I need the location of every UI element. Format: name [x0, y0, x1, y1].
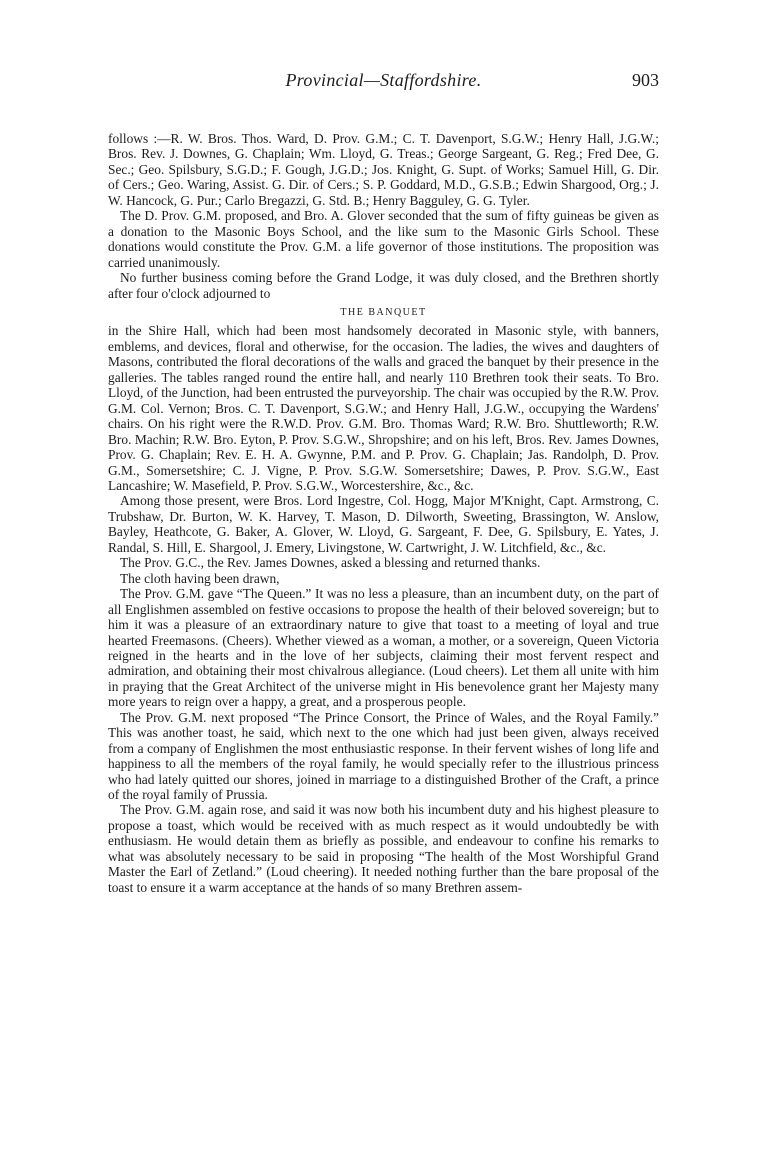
paragraph-adjournment: No further business coming before the Grand Lodge, it was duly closed, and the Brethren shortly after four o'clock adjourned to	[108, 270, 659, 301]
running-title: Provincial—Staffordshire.	[285, 70, 482, 90]
body-text	[108, 131, 659, 895]
paragraph-royal-family-toast: The Prov. G.M. next proposed “The Prince Consort, the Prince of Wales, and the Royal Family.” This was another toast, he said, which next to the one which had just been given, always received from a company of Englishmen the most enthusiastic response. In their fervent wishes of long life and happiness to all the members of the royal family, he would specially refer to the illustrious princess who had lately quitted our shores, joined in marriage to a distinguished Brother of the Craft, a prince of the royal family of Prussia.	[108, 709, 659, 803]
page-number: 903	[632, 70, 659, 90]
paragraph-officers-list: follows :—R. W. Bros. Thos. Ward, D. Prov. G.M.; C. T. Davenport, S.G.W.; Henry Hall, J.G.W.; Bros. Rev. J. Downes, G. Chaplain; Wm. Lloyd, G. Treas.; George Sargeant, G. Reg.; Fred Dee, G. Sec.; Geo. Spilsbury, S.G.D.; F. Gough, J.G.D.; Jos. Knight, G. Supt. of Works; Samuel Hill, G. Dir. of Cers.; Geo. Waring, Assist. G. Dir. of Cers.; S. P. Goddard, M.D., G.S.B.; Edwin Shargood, Org.; J. W. Hancock, G. Pur.; Carlo Bregazzi, G. Std. B.; Henry Bagguley, G. G. Tyler.	[108, 131, 659, 208]
section-heading-banquet: THE BANQUET	[340, 306, 427, 318]
page-header	[108, 70, 659, 96]
paragraph-attendees: Among those present, were Bros. Lord Ingestre, Col. Hogg, Major M'Knight, Capt. Armstrong, C. Trubshaw, Dr. Burton, W. K. Harvey, T. Mason, D. Dilworth, Sweeting, Brassington, W. Anslow, Bayley, Heathcote, G. Baker, A. Glover, W. Lloyd, G. Sargeant, F. Dee, G. Spilsbury, E. Yates, J. Randal, S. Hill, E. Shargool, J. Emery, Livingstone, W. Cartwright, J. W. Litchfield, &c., &c.	[108, 493, 659, 555]
paragraph-grand-master-toast: The Prov. G.M. again rose, and said it was now both his incumbent duty and his highest pleasure to propose a toast, which would be received with as much respect as it would undoubtedly be with enthusiasm. He would detain them as briefly as possible, and endeavour to confine his remarks to what was absolutely necessary to be said in proposing “The health of the Most Worshipful Grand Master the Earl of Zetland.” (Loud cheering). It needed nothing further than the bare proposal of the toast to ensure it a warm acceptance at the hands of so many Brethren assem-	[108, 802, 659, 895]
paragraph-blessing: The Prov. G.C., the Rev. James Downes, asked a blessing and returned thanks.	[120, 555, 541, 571]
paragraph-banquet: in the Shire Hall, which had been most handsomely decorated in Masonic style, with banners, emblems, and devices, floral and otherwise, for the occasion. The ladies, the wives and daughters of Masons, contributed the floral decorations of the walls and graced the banquet by their presence in the galleries. The tables ranged round the entire hall, and nearly 110 Brethren took their seats. To Bro. Lloyd, of the Junction, had been entrusted the purveyorship. The chair was occupied by the R.W. Prov. G.M. Col. Vernon; Bros. C. T. Davenport, S.G.W.; and Henry Hall, J.G.W., occupying the Wardens' chairs. On his right were the R.W.D. Prov. G.M. Bro. Thomas Ward; R.W. Bro. Shuttleworth; R.W. Bro. Machin; R.W. Bro. Eyton, P. Prov. S.G.W., Shropshire; and on his left, Bros. Rev. James Downes, Prov. G. Chaplain; Rev. E. H. A. Gwynne, P.M. and P. Prov. G. Chaplain; Jas. Randolph, D. Prov. G.M., Somersetshire; C. J. Vigne, P. Prov. S.G.W. Somersetshire; Dawes, P. Prov. S.G.W., East Lancashire; W. Masefield, P. Prov. S.G.W., Worcestershire, &c., &c.	[108, 323, 659, 493]
paragraph-donation: The D. Prov. G.M. proposed, and Bro. A. Glover seconded that the sum of fifty guineas be given as a donation to the Masonic Boys School, and the like sum to the Masonic Girls School. These donations would constitute the Prov. G.M. a life governor of those institutions. The proposition was carried unanimously.	[108, 208, 659, 270]
paragraph-queen-toast: The Prov. G.M. gave “The Queen.” It was no less a pleasure, than an incumbent duty, on the part of all Englishmen assembled on festive occasions to propose the health of their beloved sovereign; but to him it was a pleasure of an extraordinary nature to give that toast to a meeting of loyal and true hearted Freemasons. (Cheers). Whether viewed as a woman, a mother, or a sovereign, Queen Victoria reigned in the hearts and in the love of her subjects, claiming their most fervent respect and admiration, and obtaining their most chivalrous allegiance. (Loud cheers). Let them all unite with him in praying that the Great Architect of the universe might in His benevolence grant her Majesty many more years to reign over a happy, a great, and a prosperous people.	[108, 586, 659, 710]
paragraph-cloth: The cloth having been drawn,	[120, 570, 280, 586]
